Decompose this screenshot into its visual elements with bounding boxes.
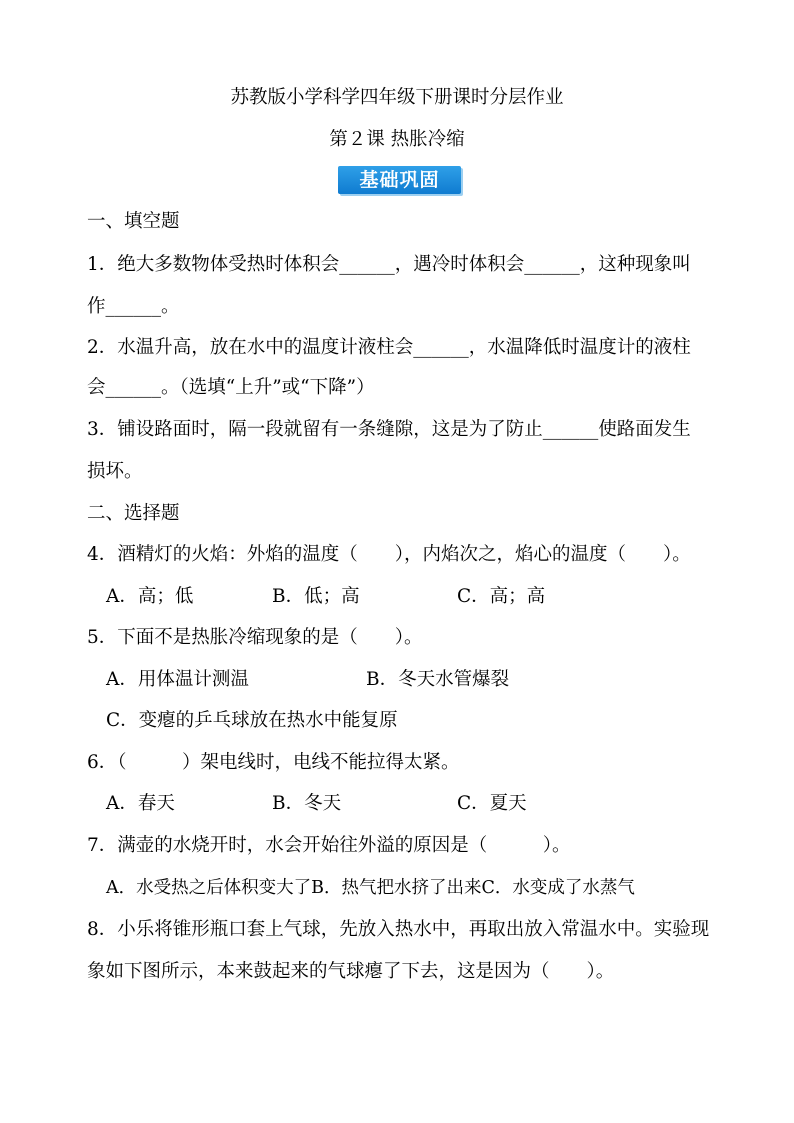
question-6-option-a: A．春天 bbox=[106, 793, 175, 814]
question-5-option-c: C．变瘪的乒乓球放在热水中能复原 bbox=[106, 710, 398, 731]
question-4-option-a: A．高；低 bbox=[106, 586, 194, 607]
question-2-line2: 会______。（选填“上升”或“下降”） bbox=[87, 377, 375, 398]
question-5-option-b: B．冬天水管爆裂 bbox=[366, 669, 510, 690]
section-banner: 基础巩固 bbox=[338, 166, 461, 194]
question-1-line2: 作______。 bbox=[87, 296, 180, 317]
lesson-title: 第２课 热胀冷缩 bbox=[329, 129, 465, 150]
question-5-stem: 5．下面不是热胀冷缩现象的是（ ）。 bbox=[87, 627, 423, 648]
question-7-options: A．水受热之后体积变大了B．热气把水挤了出来C．水变成了水蒸气 bbox=[106, 878, 635, 898]
question-8-line1: 8．小乐将锥形瓶口套上气球，先放入热水中，再取出放入常温水中。实验现 bbox=[87, 919, 710, 940]
question-7-stem: 7．满壶的水烧开时，水会开始往外溢的原因是（ ）。 bbox=[87, 835, 571, 856]
section-heading-choice: 二、选择题 bbox=[87, 503, 180, 524]
question-6-option-b: B．冬天 bbox=[272, 793, 342, 814]
question-6-stem: 6．（ ）架电线时，电线不能拉得太紧。 bbox=[87, 752, 460, 773]
question-1-line1: 1．绝大多数物体受热时体积会______，遇冷时体积会______，这种现象叫 bbox=[87, 254, 691, 275]
question-8-line2: 象如下图所示，本来鼓起来的气球瘪了下去，这是因为（ ）。 bbox=[87, 961, 615, 982]
question-3-line1: 3．铺设路面时，隔一段就留有一条缝隙，这是为了防止______使路面发生 bbox=[87, 419, 691, 440]
document-title: 苏教版小学科学四年级下册课时分层作业 bbox=[230, 87, 564, 108]
question-3-line2: 损坏。 bbox=[87, 461, 143, 482]
question-2-line1: 2．水温升高，放在水中的温度计液柱会______，水温降低时温度计的液柱 bbox=[87, 337, 691, 358]
question-6-option-c: C．夏天 bbox=[457, 793, 527, 814]
question-5-option-a: A．用体温计测温 bbox=[106, 669, 249, 690]
question-4-option-b: B．低；高 bbox=[272, 586, 360, 607]
section-heading-fill: 一、填空题 bbox=[87, 211, 180, 232]
question-4-stem: 4．酒精灯的火焰：外焰的温度（ ），内焰次之，焰心的温度（ ）。 bbox=[87, 544, 691, 565]
question-4-option-c: C．高；高 bbox=[457, 586, 546, 607]
